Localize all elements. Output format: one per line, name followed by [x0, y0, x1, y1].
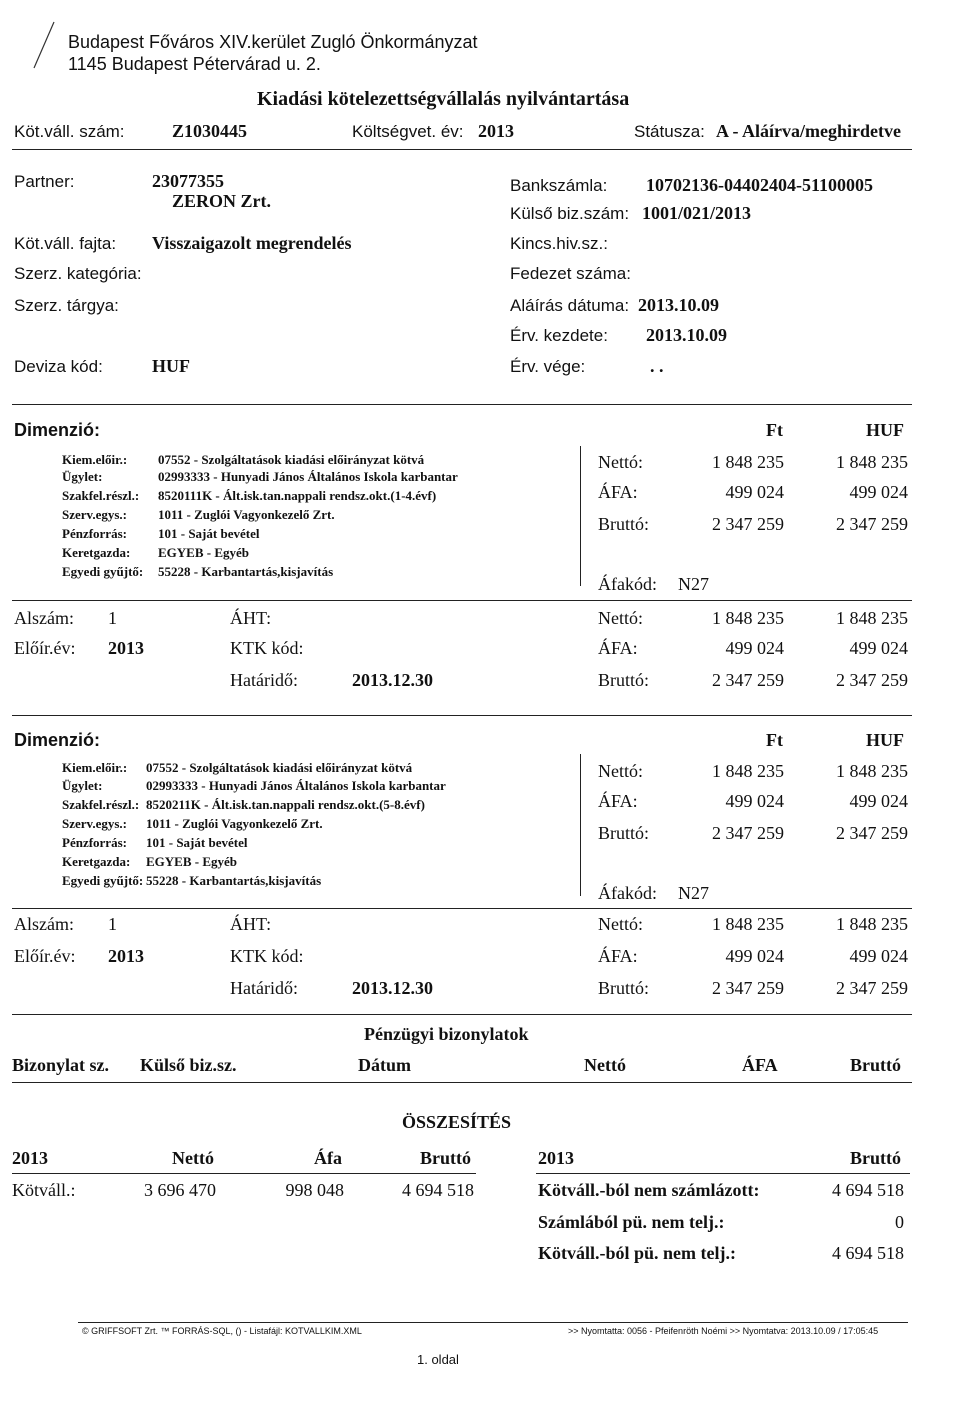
brutto-ft: 2 347 259: [712, 823, 784, 843]
dimension-title: Dimenzió:: [14, 420, 101, 440]
kotvall-szam-value: Z1030445: [172, 121, 248, 141]
vertical-divider: [580, 446, 581, 586]
divider: [12, 1082, 912, 1083]
erv-kezdete-label: Érv. kezdete:: [510, 326, 608, 345]
erv-vege-value: . .: [650, 356, 664, 376]
penzugyi-title: Pénzügyi bizonylatok: [364, 1024, 529, 1044]
erv-kezdete-value: 2013.10.09: [646, 325, 727, 345]
nem-szamlazott-value: 4 694 518: [832, 1180, 904, 1200]
sum-netto-huf: 1 848 235: [836, 914, 908, 934]
kotvall-label: Kötváll.:: [12, 1180, 76, 1200]
footer-left: © GRIFFSOFT Zrt. ™ FORRÁS-SQL, () - Listafájl: KOTVALLKIM.XML: [82, 1326, 362, 1336]
targya-label: Szerz. tárgya:: [14, 296, 119, 315]
sum-afa-label: ÁFA:: [598, 638, 638, 658]
brutto-huf: 2 347 259: [836, 823, 908, 843]
vertical-divider: [580, 754, 581, 896]
footer-divider: [78, 1322, 908, 1323]
dim-row-value: 07552 - Szolgáltatások kiadási előirányzat kötvá: [146, 760, 413, 775]
eloir-value: 2013: [108, 638, 144, 658]
sum-brutto-huf: 2 347 259: [836, 670, 908, 690]
dim-row-label: Pénzforrás:: [62, 526, 127, 541]
divider: [12, 149, 912, 150]
kotvall-szam-label: Köt.váll. szám:: [14, 122, 125, 141]
szamlabol-nem-telj-label: Számlából pü. nem telj.:: [538, 1212, 725, 1232]
col-header-netto: Nettó: [584, 1055, 626, 1075]
sum-afa-huf: 499 024: [849, 638, 908, 658]
statusz-value: A - Aláírva/meghirdetve: [716, 121, 901, 141]
dim-row-value: EGYEB - Egyéb: [158, 545, 250, 560]
summary-right-brutto-header: Bruttó: [850, 1148, 901, 1168]
afa-huf: 499 024: [849, 791, 908, 811]
netto-ft: 1 848 235: [712, 761, 784, 781]
bankszamla-value: 10702136-04402404-51100005: [646, 175, 873, 195]
dim-row-value: EGYEB - Egyéb: [146, 854, 238, 869]
sum-afa-label: ÁFA:: [598, 946, 638, 966]
col-header-kulso-biz: Külső biz.sz.: [140, 1055, 237, 1075]
ktk-label: KTK kód:: [230, 946, 304, 966]
netto-ft: 1 848 235: [712, 452, 784, 472]
kotvall-brutto: 4 694 518: [402, 1180, 474, 1200]
divider: [12, 1014, 912, 1015]
netto-huf: 1 848 235: [836, 452, 908, 472]
kulso-biz-label: Külső biz.szám:: [510, 204, 630, 223]
sum-brutto-ft: 2 347 259: [712, 670, 784, 690]
alszam-label: Alszám:: [14, 914, 74, 934]
col-ft-header: Ft: [766, 420, 783, 440]
partner-label: Partner:: [14, 172, 75, 191]
org-address: 1145 Budapest Pétervárad u. 2.: [68, 54, 321, 74]
afa-ft: 499 024: [725, 791, 784, 811]
kulso-biz-value: 1001/021/2013: [642, 203, 752, 223]
dimension-title: Dimenzió:: [14, 730, 101, 750]
sum-brutto-ft: 2 347 259: [712, 978, 784, 998]
dim-row-label: Kiem.előir.:: [62, 452, 128, 467]
dim-row-value: 55228 - Karbantartás,kisjavítás: [158, 564, 334, 579]
dim-row-value: 07552 - Szolgáltatások kiadási előirányzat kötvá: [158, 452, 425, 467]
col-header-afa: ÁFA: [742, 1055, 778, 1075]
col-header-datum: Dátum: [358, 1055, 411, 1075]
brutto-label: Bruttó:: [598, 823, 650, 843]
dim-row-value: 8520211K - Ált.isk.tan.nappali rendsz.okt.(5-8.évf): [146, 797, 425, 812]
afakod-label: Áfakód:: [598, 574, 657, 594]
dim-row-value: 1011 - Zuglói Vagyonkezelő Zrt.: [146, 816, 323, 831]
erv-vege-label: Érv. vége:: [510, 357, 586, 376]
sum-afa-ft: 499 024: [725, 946, 784, 966]
summary-left-brutto-header: Bruttó: [420, 1148, 471, 1168]
alairas-value: 2013.10.09: [638, 295, 719, 315]
page-title: Kiadási kötelezettségvállalás nyilvántartása: [257, 88, 630, 110]
dim-row-label: Egyedi gyűjtő:: [62, 564, 144, 579]
afa-ft: 499 024: [725, 482, 784, 502]
sum-afa-huf: 499 024: [849, 946, 908, 966]
afakod-value: N27: [678, 574, 709, 594]
alszam-value: 1: [108, 608, 117, 628]
alszam-label: Alszám:: [14, 608, 74, 628]
summary-left-netto-header: Nettó: [172, 1148, 214, 1168]
sum-netto-label: Nettó:: [598, 608, 643, 628]
sum-brutto-huf: 2 347 259: [836, 978, 908, 998]
footer-right: >> Nyomtatta: 0056 - Pfeifenröth Noémi >> Nyomtatva: 2013.10.09 / 17:05:45: [568, 1326, 879, 1336]
afa-huf: 499 024: [849, 482, 908, 502]
brutto-label: Bruttó:: [598, 514, 650, 534]
partner-name: ZERON Zrt.: [172, 191, 271, 211]
nem-szamlazott-label: Kötváll.-ból nem számlázott:: [538, 1180, 760, 1200]
hatarido-label: Határidő:: [230, 670, 298, 690]
koltsegvet-ev-value: 2013: [478, 121, 514, 141]
deviza-label: Deviza kód:: [14, 357, 103, 376]
dim-row-value: 1011 - Zuglói Vagyonkezelő Zrt.: [158, 507, 335, 522]
ktk-label: KTK kód:: [230, 638, 304, 658]
afa-label: ÁFA:: [598, 482, 638, 502]
dim-row-label: Egyedi gyűjtő:: [62, 873, 144, 888]
col-header-brutto: Bruttó: [850, 1055, 901, 1075]
koltsegvet-ev-label: Költségvet. év:: [352, 122, 464, 141]
afa-label: ÁFA:: [598, 791, 638, 811]
kategoria-label: Szerz. kategória:: [14, 264, 142, 283]
dim-row-label: Szerv.egys.:: [62, 507, 127, 522]
dim-row-value: 8520111K - Ált.isk.tan.nappali rendsz.okt.(1-4.évf): [158, 488, 437, 503]
eloir-label: Előír.év:: [14, 946, 76, 966]
dim-row-label: Ügylet:: [62, 778, 103, 793]
brutto-huf: 2 347 259: [836, 514, 908, 534]
brutto-ft: 2 347 259: [712, 514, 784, 534]
divider: [12, 600, 912, 601]
bankszamla-label: Bankszámla:: [510, 176, 608, 195]
dim-row-label: Szakfel.részl.:: [62, 797, 140, 812]
dim-row-label: Szakfel.részl.:: [62, 488, 140, 503]
kotvall-netto: 3 696 470: [144, 1180, 216, 1200]
alszam-value: 1: [108, 914, 117, 934]
divider: [12, 404, 912, 405]
corner-slash-mark: [30, 20, 58, 70]
summary-left-year: 2013: [12, 1148, 48, 1168]
sum-afa-ft: 499 024: [725, 638, 784, 658]
divider: [536, 1173, 910, 1174]
kotvall-afa: 998 048: [285, 1180, 344, 1200]
osszesites-title: ÖSSZESÍTÉS: [402, 1112, 512, 1132]
dim-row-label: Pénzforrás:: [62, 835, 127, 850]
netto-huf: 1 848 235: [836, 761, 908, 781]
hatarido-label: Határidő:: [230, 978, 298, 998]
dim-row-label: Keretgazda:: [62, 854, 131, 869]
dim-row-label: Keretgazda:: [62, 545, 131, 560]
deviza-value: HUF: [152, 356, 190, 376]
divider: [12, 908, 912, 909]
hatarido-value: 2013.12.30: [352, 670, 433, 690]
col-header-bizonylat: Bizonylat sz.: [12, 1055, 109, 1075]
kotvallbol-nem-telj-value: 4 694 518: [832, 1243, 904, 1263]
divider: [12, 1173, 476, 1174]
sum-netto-ft: 1 848 235: [712, 914, 784, 934]
col-huf-header: HUF: [866, 420, 904, 440]
afakod-label: Áfakód:: [598, 883, 657, 903]
netto-label: Nettó:: [598, 452, 643, 472]
szamlabol-nem-telj-value: 0: [895, 1212, 904, 1232]
col-ft-header: Ft: [766, 730, 783, 750]
aht-label: ÁHT:: [230, 914, 272, 934]
afakod-value: N27: [678, 883, 709, 903]
partner-id: 23077355: [152, 171, 224, 191]
org-name: Budapest Főváros XIV.kerület Zugló Önkormányzat: [68, 32, 478, 52]
kincs-label: Kincs.hiv.sz.:: [510, 234, 608, 253]
dim-row-label: Ügylet:: [62, 469, 103, 484]
aht-label: ÁHT:: [230, 608, 272, 628]
netto-label: Nettó:: [598, 761, 643, 781]
summary-right-year: 2013: [538, 1148, 574, 1168]
dim-row-value: 02993333 - Hunyadi János Általános Iskola karbantar: [158, 469, 458, 484]
divider: [12, 715, 912, 716]
sum-netto-huf: 1 848 235: [836, 608, 908, 628]
kotvallbol-nem-telj-label: Kötváll.-ból pü. nem telj.:: [538, 1243, 736, 1263]
summary-left-afa-header: Áfa: [314, 1148, 342, 1168]
hatarido-value: 2013.12.30: [352, 978, 433, 998]
dim-row-value: 101 - Saját bevétel: [146, 835, 248, 850]
dim-row-label: Kiem.előir.:: [62, 760, 128, 775]
dim-row-value: 55228 - Karbantartás,kisjavítás: [146, 873, 322, 888]
dim-row-label: Szerv.egys.:: [62, 816, 127, 831]
fajta-label: Köt.váll. fajta:: [14, 234, 117, 253]
fedezet-label: Fedezet száma:: [510, 264, 631, 283]
eloir-value: 2013: [108, 946, 144, 966]
page-number: 1. oldal: [417, 1352, 459, 1367]
col-huf-header: HUF: [866, 730, 904, 750]
dim-row-value: 101 - Saját bevétel: [158, 526, 260, 541]
sum-netto-label: Nettó:: [598, 914, 643, 934]
sum-brutto-label: Bruttó:: [598, 670, 650, 690]
sum-netto-ft: 1 848 235: [712, 608, 784, 628]
eloir-label: Előír.év:: [14, 638, 76, 658]
fajta-value: Visszaigazolt megrendelés: [152, 233, 352, 253]
sum-brutto-label: Bruttó:: [598, 978, 650, 998]
alairas-label: Aláírás dátuma:: [510, 296, 630, 315]
dim-row-value: 02993333 - Hunyadi János Általános Iskola karbantar: [146, 778, 446, 793]
statusz-label: Státusza:: [634, 122, 705, 141]
